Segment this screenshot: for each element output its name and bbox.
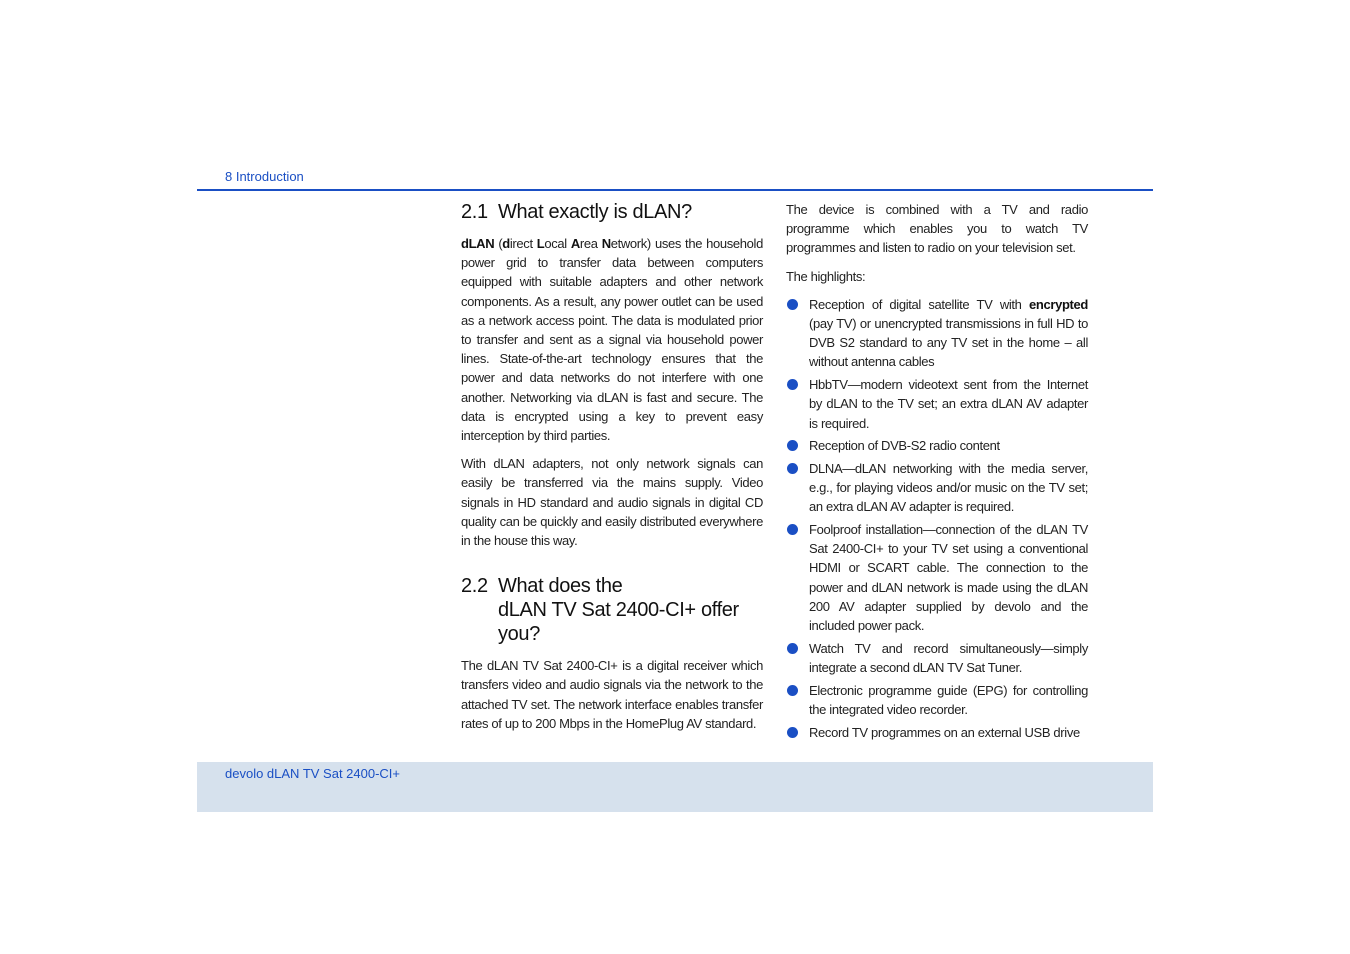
section-title: What exactly is dLAN? (498, 201, 692, 223)
list-item: Reception of digital satellite TV with encrypted (pay TV) or unencrypted transmissions in full HD to DVB S2 standard to any TV set in the home – all without antenna cables (786, 295, 1088, 372)
list-item: HbbTV—modern videotext sent from the Internet by dLAN to the TV set; an extra dLAN AV adapter is required. (786, 375, 1088, 433)
list-item: Reception of DVB-S2 radio content (786, 436, 1088, 455)
paragraph-dlan-definition: dLAN (direct Local Area Network) uses the household power grid to transfer data between computers equipped with suitable adapters and other network components. As a result, any power outlet can be used as a network access point. The data is modulated prior to transfer and sent as a signal via household power lines. State-of-the-art technology ensures that the power and data networks do not interfere with one another. Networking via dLAN is fast and secure. The data is encrypted using a key to prevent easy interception by third parties. (461, 236, 763, 444)
term-dlan: dLAN (461, 236, 495, 251)
list-item: Watch TV and record simultaneously—simply integrate a second dLAN TV Sat Tuner. (786, 639, 1088, 677)
section-number: 2.2 (461, 575, 488, 598)
header-rule (197, 189, 1153, 191)
section-title: What does the dLAN TV Sat 2400-CI+ offer you? (498, 575, 739, 646)
highlights-list (786, 295, 1088, 742)
footer-product-label: devolo dLAN TV Sat 2400-CI+ (225, 766, 401, 781)
left-column (461, 200, 763, 742)
list-item: Electronic programme guide (EPG) for controlling the integrated video recorder. (786, 681, 1088, 719)
bullet-icon (787, 685, 798, 696)
paragraph-dlan-adapters: With dLAN adapters, not only network signals can easily be transferred via the mains supply. Video signals in HD standard and audio signals in digital CD quality can be quickly and easily distributed everywhere in the house this way. (461, 456, 763, 549)
bullet-icon (787, 379, 798, 390)
list-item: DLNA—dLAN networking with the media server, e.g., for playing videos and/or music on the TV set; an extra dLAN AV adapter is required. (786, 459, 1088, 517)
list-item: Foolproof installation—connection of the dLAN TV Sat 2400-CI+ to your TV set using a conventional HDMI or SCART cable. The connection to the power and dLAN network is made using the dLAN 200 AV adapter supplied by devolo and the included power pack. (786, 520, 1088, 635)
paragraph-device-combined: The device is combined with a TV and radio programme which enables you to watch TV programmes and listen to radio on your television set. (786, 202, 1088, 256)
paragraph-device-description: The dLAN TV Sat 2400-CI+ is a digital receiver which transfers video and audio signals via the network to the attached TV set. The network interface enables transfer rates of up to 200 Mbps in the HomePlug AV standard. (461, 658, 763, 731)
section-heading-2-2 (461, 574, 763, 646)
bullet-icon (787, 299, 798, 310)
bullet-icon (787, 463, 798, 474)
running-header: 8 Introduction (225, 169, 304, 184)
bullet-icon (787, 643, 798, 654)
right-column (786, 200, 1088, 745)
bullet-icon (787, 524, 798, 535)
section-heading-2-1 (461, 200, 763, 224)
bullet-icon (787, 727, 798, 738)
list-item: Record TV programmes on an external USB drive (786, 723, 1088, 742)
section-number: 2.1 (461, 201, 488, 223)
highlights-intro: The highlights: (786, 268, 866, 284)
bullet-icon (787, 440, 798, 451)
